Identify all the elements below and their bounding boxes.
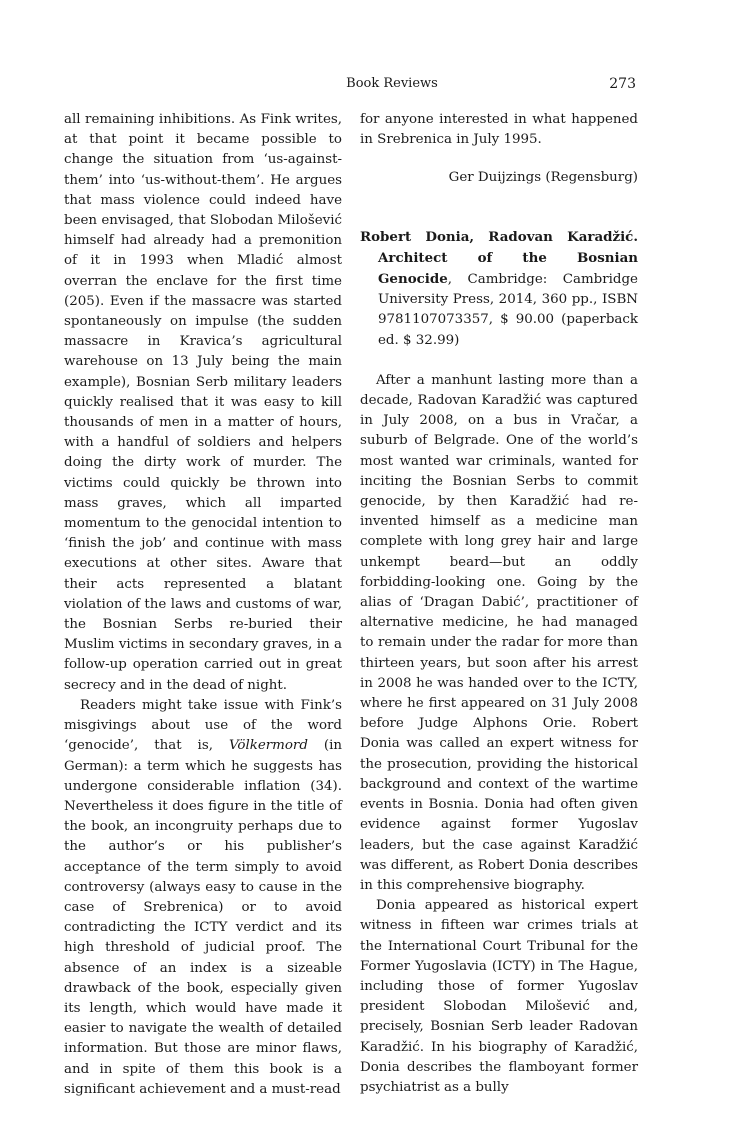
paragraph xyxy=(64,696,342,1100)
left-column xyxy=(64,110,342,1100)
running-head: Book Reviews xyxy=(346,76,438,91)
paragraph: all remaining inhibitions. As Fink writes, at that point it became possible to change the situation from ‘us-against-them’ into ‘us-without-them’. He argues that mass violence could indeed have been envisaged, that Slobodan Milošević himself had already had a premonition of it in 1993 when Mladić almost overran the enclave for the first time (205). Even if the massacre was started spontaneously on impulse (the sudden massacre in Kravica’s agricultural warehouse on 13 July being the main example), Bosnian Serb military leaders quickly realised that it was easy to kill thousands of men in a matter of hours, with a handful of soldiers and helpers doing the dirty work of murder. The victims could quickly be thrown into mass graves, which all imparted momentum to the genocidal intention to ‘finish the job’ and continue with mass executions at other sites. Aware that their acts represented a blatant violation of the laws and customs of war, the Bosnian Serbs re-buried their Muslim victims in secondary graves, in a follow-up operation carried out in great secrecy and in the dead of night. xyxy=(64,112,342,693)
book-title: Robert Donia, Radovan Karadžić. Architect of the Bosnian Genocide xyxy=(360,228,638,288)
reviewer-signature: Ger Duijzings (Regensburg) xyxy=(448,170,638,186)
page-number: 273 xyxy=(609,76,636,92)
paragraph-text: Readers might take issue with Fink’s misgivings about use of the word ‘genocide’, that is, xyxy=(64,697,342,754)
italic-term: Völkermord xyxy=(228,738,308,754)
publication-details: , Cambridge: Cambridge University Press, 2014, 360 pp., ISBN 9781107073357, $ 90.00 (paperback ed. $ 32.99) xyxy=(378,272,638,348)
right-column xyxy=(360,110,638,1098)
paragraph: for anyone interested in what happened in Srebrenica in July 1995. xyxy=(360,112,638,148)
review-bibliographic-heading xyxy=(360,227,638,351)
paragraph: After a manhunt lasting more than a decade, Radovan Karadžić was captured in July 2008, on a bus in Vračar, a suburb of Belgrade. One of the world’s most wanted war criminals, wanted for inciting the Bosnian Serbs to commit genocide, by then Karadžić had re-invented himself as a medicine man complete with long grey hair and large unkempt beard—but an oddly forbidding-looking one. Going by the alias of ‘Dragan Dabić’, practitioner of alternative medicine, he had managed to remain under the radar for more than thirteen years, but soon after his arrest in 2008 he was handed over to the ICTY, where he first appeared on 31 July 2008 before Judge Alphons Orie. Robert Donia was called an expert witness for the prosecution, providing the historical background and context of the wartime events in Bosnia. Donia had often given evidence against former Yugoslav leaders, but the case against Karadžić was different, as Robert Donia describes in this comprehensive biography. xyxy=(360,372,638,893)
paragraph-text: (in German): a term which he suggests has undergone considerable inflation (34). Nevertheless it does figure in the title of the book, an incongruity perhaps due to the author’s or his publisher’s acceptance of the term simply to avoid controversy (always easy to cause in the case of Srebrenica) or to avoid contradicting the ICTY verdict and its high threshold of judicial proof. The absence of an index is a sizeable drawback of the book, especially given its length, which would have made it easier to navigate the wealth of detailed information. But those are minor flaws, and in spite of them this book is a significant achievement and a must-read xyxy=(64,738,343,1097)
paragraph: Donia appeared as historical expert witness in fifteen war crimes trials at the International Court Tribunal for the Former Yugoslavia (ICTY) in The Hague, including those of former Yugoslav president Slobodan Milošević and, precisely, Bosnian Serb leader Radovan Karadžić. In his biography of Karadžić, Donia describes the flamboyant former psychiatrist as a bully xyxy=(360,898,638,1095)
